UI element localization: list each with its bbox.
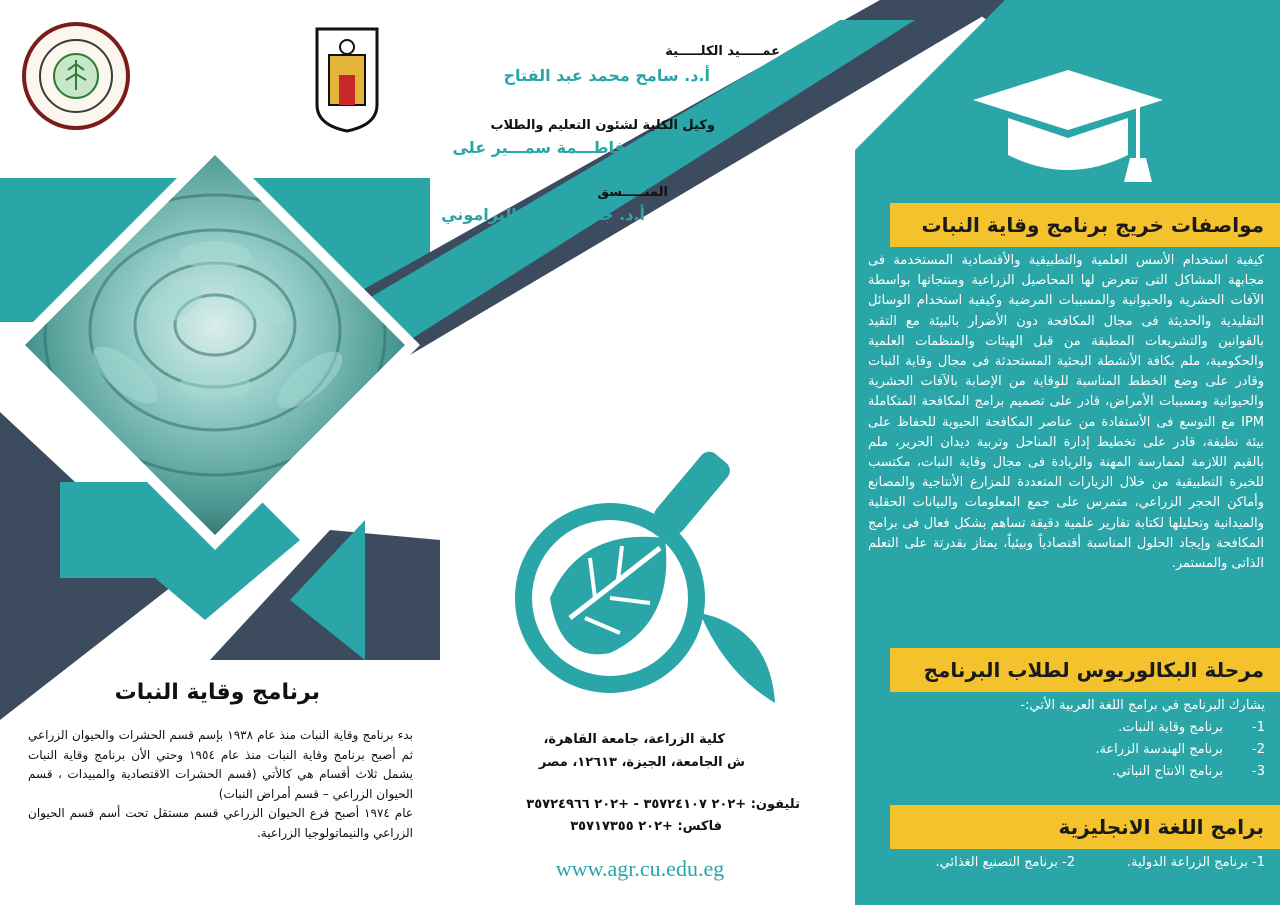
graduate-specs-text: كيفية استخدام الأسس العلمية والتطبيقية والأقتصادية المستخدمة فى مجابهة المشاكل التى تتعرض لها المحاصيل الزراعية ومنتجاتها بواسطة الآفات الحشرية والحيوانية والمسببات المرضية وكيفية استخدام الوسائل التقليدية والحديثة فى مجال المكافحة دون الأضرار بالبيئة مع التقيد بالقوانين والتشريعات المطبقة من قبل الهيئات والمنظمات العلمية والحكومية، ملم بكافة الأنشطة البحثية المستحدثة فى مجال وقاية النبات وقادر على وضع الخطط المناسبة للوقاية من الإصابة بالآفات الحشرية والحيوانية ومسببات الأمراض، قادر على تصميم برامج المكافحة المتكاملة IPM مع التوسع فى الأستفادة من عناصر المكافحة الحيوية للحفاظ على بيئة نظيفة، قادر على تخطيط إدارة المناحل وتربية ديدان الحرير، ملم بالقيم اللازمة لممارسة المهنة والريادة فى مجال وقاية النبات، مكتسب للخبرة التطبيقية من خلال الزيارات المتعددة للمزارع الأنتاجية والمصانع وأماكن الحجر الزراعي، متمرس على جمع المعلومات والبيانات الحقلية والميدانية وتحليلها لكتابة تقارير علمية دقيقة تساهم بشكل فعال فى برامج المكافحة وإيجاد الحلول المناسبة أقتصادياً وبيئياً، يمتاز بقدرتة على التعلم الذاتى والمستمر.	[868, 253, 1264, 572]
address-line-1: كلية الزراعة، جامعة القاهرة،	[543, 732, 725, 747]
vice-dean-title: وكيل الكلية لشئون التعليم والطلاب	[490, 118, 715, 133]
dean-title: عمـــــيد الكلـــــية	[665, 44, 780, 59]
cairo-university-logo	[313, 25, 381, 133]
bachelor-item	[1000, 742, 1265, 764]
website-link[interactable]: www.agr.cu.edu.eg	[555, 856, 725, 881]
fax-label: فاكس:	[677, 819, 722, 834]
fax-line	[540, 819, 722, 834]
bachelor-heading: مرحلة البكالوريوس لطلاب البرنامج	[890, 648, 1280, 692]
english-program-1: 1- برنامج الزراعة الدولية.	[1126, 855, 1265, 870]
magnifier-leaf-icon	[500, 418, 790, 708]
seal-logo	[20, 20, 132, 132]
coordinator-name: أ.د. جمال السيد البراموني	[441, 205, 645, 224]
fax-number: +٢٠٢ ٣٥٧١٧٣٥٥	[570, 819, 673, 834]
item-label: برنامج الهندسة الزراعة.	[1095, 742, 1223, 757]
bachelor-list	[1000, 720, 1265, 786]
phone-number: +٢٠٢ ٣٥٧٢٤١٠٧ - +٢٠٢ ٣٥٧٢٤٩٦٦	[526, 797, 747, 812]
item-number: 1-	[1252, 720, 1265, 735]
accreditation-seal	[20, 20, 132, 132]
english-program-2: 2- برنامج التصنيع الغذائي.	[935, 855, 1075, 870]
phone-label: تليفون:	[750, 797, 800, 812]
program-paragraph-1: بدء برنامج وقاية النبات منذ عام ١٩٣٨ بإسم قسم الحشرات والحيوان الزراعي ثم أصبح برنامج وقاية النبات منذ عام ١٩٥٤ وحتي الأن برنامج وقاية النبات يشمل ثلاث أقسام هي كالأتي (قسم الحشرات الاقتصادية والمبيدات ، قسم الحيوان الزراعي – قسم أمراض النبات)	[28, 728, 413, 801]
dean-name: أ.د. سامح محمد عبد الفتاح	[503, 66, 710, 85]
coordinator-title: المنـــــسق	[597, 185, 668, 200]
english-programs-heading: برامج اللغة الانجليزية	[890, 805, 1280, 849]
bachelor-intro: يشارك البرنامج في برامج اللغة العربية الأتي:-	[1020, 698, 1265, 713]
bachelor-item	[1000, 764, 1265, 786]
succulent-photo	[25, 155, 405, 535]
program-paragraph-2: عام ١٩٧٤ أصبح فرع الحيوان الزراعي قسم مستقل تحت أسم قسم الحيوان الزراعي والنيماتولوجيا الزراعية.	[28, 806, 414, 840]
program-description	[28, 726, 413, 844]
item-number: 3-	[1252, 764, 1265, 779]
item-label: برنامج الانتاج النباتي.	[1112, 764, 1223, 779]
vice-dean-name: فاطـــمة سمـــير على	[452, 138, 625, 157]
item-label: برنامج وقاية النبات.	[1118, 720, 1223, 735]
program-title: برنامج وقاية النبات	[114, 680, 320, 705]
item-number: 2-	[1252, 742, 1265, 757]
bachelor-item	[1000, 720, 1265, 742]
phone-line	[470, 797, 800, 812]
graduation-cap-icon	[968, 70, 1168, 190]
graduate-specs-heading: مواصفات خريج برنامج وقاية النبات	[890, 203, 1280, 247]
address-line-2: ش الجامعة، الجيزة، ١٢٦١٣، مصر	[538, 755, 745, 770]
